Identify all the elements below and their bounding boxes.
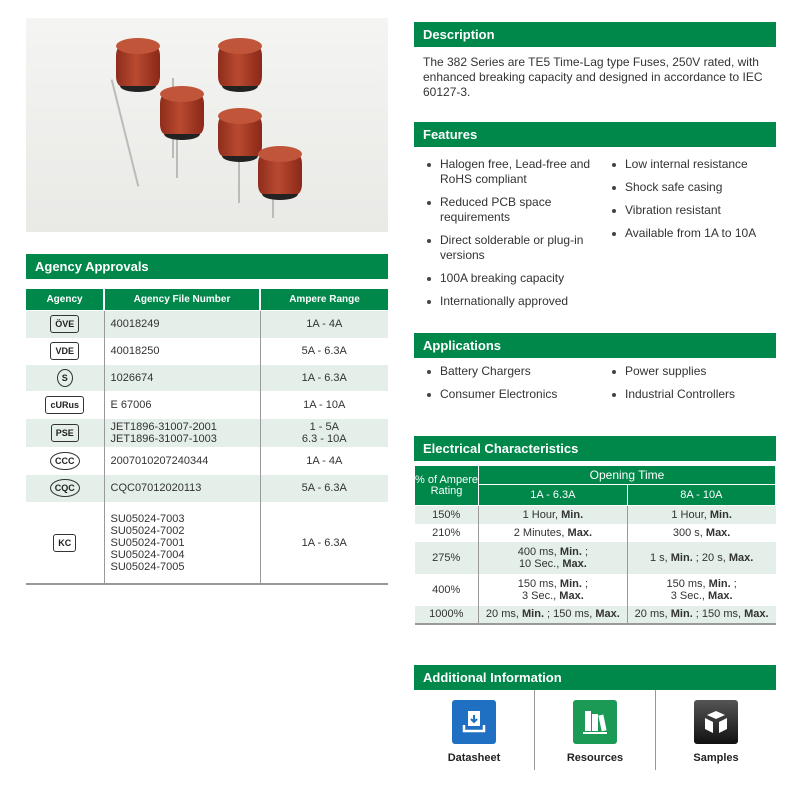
cqc-icon: [26, 474, 104, 502]
opening-time-cell: [479, 606, 628, 624]
opening-time-cell: [627, 606, 775, 624]
time-value: 1 s,: [649, 551, 671, 564]
agency-logo-text: ÖVE: [50, 315, 79, 333]
col-agency: Agency: [26, 289, 104, 310]
agency-table: [26, 289, 388, 585]
limit-label: Max.: [728, 551, 754, 564]
ampere-range-cell: [260, 310, 388, 338]
opening-time-line: [481, 578, 625, 590]
box-icon: [694, 700, 738, 744]
time-value: 2 Minutes,: [513, 526, 568, 539]
fuse-image: [116, 38, 160, 88]
file-number: SU05024-7002: [110, 524, 185, 537]
limit-label: Min.: [708, 577, 731, 590]
opening-time-cell: [479, 506, 628, 524]
rating-cell: 275%: [415, 542, 479, 574]
agency-logo-text: VDE: [50, 342, 79, 360]
agency-row: [26, 474, 388, 502]
features-header: Features: [414, 122, 776, 147]
time-value: ; 150 ms,: [692, 608, 745, 620]
opening-time-line: [630, 578, 774, 590]
ampere-range: 1 - 5A: [309, 420, 339, 433]
fuse-image: [218, 38, 262, 88]
semko-icon: [26, 364, 104, 391]
agency-row: [26, 338, 388, 364]
list-item: Available from 1A to 10A: [608, 226, 778, 241]
opening-time-cell: [627, 574, 775, 606]
file-number-cell: [104, 310, 260, 338]
agency-logo-text: PSE: [51, 424, 79, 442]
agency-row: [26, 310, 388, 338]
opening-time-line: [481, 546, 625, 558]
opening-time-line: [481, 509, 625, 521]
list-item: Battery Chargers: [423, 364, 593, 379]
limit-label: Min.: [670, 608, 693, 620]
time-value: ; 20 s,: [692, 551, 729, 564]
product-photo: [26, 18, 388, 232]
opening-time-line: [630, 527, 774, 539]
opening-time-cell: [479, 524, 628, 542]
time-value: ;: [581, 577, 589, 590]
time-value: 150 ms,: [517, 577, 560, 590]
opening-time-cell: [479, 542, 628, 574]
time-value: ;: [581, 545, 589, 558]
limit-label: Min.: [670, 551, 693, 564]
limit-label: Min.: [559, 545, 582, 558]
agency-logo-text: KC: [53, 534, 76, 552]
agency-row: [26, 391, 388, 418]
time-value: 3 Sec.,: [522, 589, 560, 602]
list-item: Halogen free, Lead-free and RoHS compliant: [423, 157, 593, 187]
file-number: JET1896-31007-2001: [110, 420, 217, 433]
ampere-range: 5A - 6.3A: [301, 345, 347, 357]
limit-label: Max.: [559, 589, 584, 602]
limit-label: Min.: [709, 508, 732, 521]
description-text: The 382 Series are TE5 Time-Lag type Fuses, 250V rated, with enhanced breaking capacity and designed in accordance to IEC 60127-3.: [423, 55, 763, 99]
time-value: 150 ms,: [666, 577, 709, 590]
file-number: CQC07012020113: [110, 482, 202, 494]
file-number: SU05024-7001: [110, 536, 185, 549]
col-opening-time: Opening Time: [479, 466, 776, 485]
cURus-icon: [26, 391, 104, 418]
list-item: Low internal resistance: [608, 157, 778, 172]
VDE-icon: [26, 338, 104, 364]
time-value: 3 Sec.,: [670, 589, 709, 602]
ccc-icon: [26, 447, 104, 474]
resources-link[interactable]: [535, 690, 656, 770]
limit-label: Min.: [561, 508, 584, 521]
list-item: 100A breaking capacity: [423, 271, 593, 286]
opening-time-line: [481, 527, 625, 539]
opening-time-cell: [627, 524, 775, 542]
file-number: 40018250: [110, 345, 160, 357]
datasheet-download-icon: [452, 700, 496, 744]
opening-time-cell: [627, 506, 775, 524]
additional-info-header: Additional Information: [414, 665, 776, 690]
opening-time-line: [630, 608, 774, 620]
file-number: 40018249: [110, 318, 160, 330]
rating-cell: 400%: [415, 574, 479, 606]
limit-label: Max.: [562, 557, 587, 570]
ampere-range: 1A - 4A: [306, 318, 343, 330]
col-ampere-range: Ampere Range: [260, 289, 388, 310]
rating-cell: 210%: [415, 524, 479, 542]
agency-logo-text: S: [57, 369, 73, 387]
ampere-range: 6.3 - 10A: [301, 432, 347, 445]
time-value: ;: [730, 577, 737, 590]
list-item: Consumer Electronics: [423, 387, 593, 402]
opening-time-cell: [627, 542, 775, 574]
opening-time-line: [481, 590, 625, 602]
file-number-cell: [104, 502, 260, 584]
file-number: JET1896-31007-1003: [110, 432, 217, 445]
fuse-image: [218, 108, 262, 158]
file-number: 2007010207240344: [110, 454, 209, 467]
rating-cell: 150%: [415, 506, 479, 524]
file-number: SU05024-7004: [110, 548, 185, 561]
time-value: 300 s,: [672, 526, 706, 539]
ampere-range: 1A - 10A: [303, 398, 346, 411]
ampere-range-cell: [260, 502, 388, 584]
time-value: 20 ms,: [634, 608, 671, 620]
ampere-range: 1A - 4A: [306, 454, 343, 467]
opening-time-cell: [479, 574, 628, 606]
samples-label: Samples: [693, 752, 739, 764]
ampere-range-cell: [260, 447, 388, 474]
ampere-range-cell: [260, 474, 388, 502]
opening-time-line: [630, 509, 774, 521]
list-item: Power supplies: [608, 364, 778, 379]
electrical-table: [414, 465, 776, 625]
electrical-row: [415, 524, 776, 542]
electrical-row: [415, 542, 776, 574]
list-item: Internationally approved: [423, 294, 593, 309]
pse-icon: [26, 418, 104, 447]
time-value: 10 Sec.,: [518, 557, 563, 570]
col-1a-6-3a: 1A - 6.3A: [479, 485, 628, 506]
books-icon: [573, 700, 617, 744]
file-number: SU05024-7005: [110, 560, 185, 573]
limit-label: Max.: [595, 608, 620, 620]
fuse-image: [160, 86, 204, 136]
electrical-row: [415, 606, 776, 624]
list-item: Direct solderable or plug-in versions: [423, 233, 593, 263]
fuse-image: [258, 146, 302, 196]
ampere-range-cell: [260, 364, 388, 391]
description-header: Description: [414, 22, 776, 47]
limit-label: Max.: [708, 589, 733, 602]
ampere-range-cell: [260, 391, 388, 418]
time-value: 1 Hour,: [522, 508, 562, 521]
ampere-range-cell: [260, 418, 388, 447]
col-file-number: Agency File Number: [104, 289, 260, 310]
limit-label: Min.: [559, 577, 582, 590]
rating-cell: 1000%: [415, 606, 479, 624]
file-number: SU05024-7003: [110, 512, 185, 525]
opening-time-line: [630, 590, 774, 602]
electrical-header: Electrical Characteristics: [414, 436, 776, 461]
ampere-range: 5A - 6.3A: [301, 482, 347, 494]
applications-header: Applications: [414, 333, 776, 358]
opening-time-line: [481, 558, 625, 570]
list-item: Reduced PCB space requirements: [423, 195, 593, 225]
agency-logo-text: CQC: [50, 479, 80, 497]
file-number: E 67006: [110, 398, 152, 411]
opening-time-line: [630, 552, 774, 564]
limit-label: Max.: [567, 526, 593, 539]
datasheet-label: Datasheet: [447, 752, 501, 764]
electrical-row: [415, 506, 776, 524]
time-value: 400 ms,: [517, 545, 560, 558]
electrical-row: [415, 574, 776, 606]
opening-time-line: [481, 608, 625, 620]
agency-row: [26, 364, 388, 391]
list-item: Vibration resistant: [608, 203, 778, 218]
kc-icon: [26, 502, 104, 584]
file-number-cell: [104, 418, 260, 447]
col-8a-10a: 8A - 10A: [627, 485, 775, 506]
limit-label: Max.: [705, 526, 731, 539]
datasheet-link[interactable]: [414, 690, 535, 770]
agency-row: [26, 447, 388, 474]
samples-link[interactable]: [656, 690, 776, 770]
list-item: Shock safe casing: [608, 180, 778, 195]
file-number-cell: [104, 447, 260, 474]
limit-label: Max.: [744, 608, 769, 620]
additional-info: [414, 690, 776, 770]
file-number-cell: [104, 391, 260, 418]
list-item: Industrial Controllers: [608, 387, 778, 402]
time-value: 1 Hour,: [671, 508, 710, 521]
file-number-cell: [104, 474, 260, 502]
col-rating: % of Ampere Rating: [415, 466, 479, 506]
agency-approvals-header: Agency Approvals: [26, 254, 388, 279]
ampere-range-cell: [260, 338, 388, 364]
ampere-range: 1A - 6.3A: [301, 371, 347, 384]
ampere-range: 1A - 6.3A: [301, 536, 347, 549]
agency-logo-text: CCC: [50, 452, 80, 470]
time-value: ; 150 ms,: [544, 608, 596, 620]
file-number: 1026674: [110, 371, 154, 384]
file-number-cell: [104, 338, 260, 364]
agency-logo-text: cURus: [45, 396, 84, 414]
VDE-triangle-icon: [26, 310, 104, 338]
agency-row: [26, 418, 388, 447]
limit-label: Min.: [522, 608, 544, 620]
time-value: 20 ms,: [485, 608, 522, 620]
agency-row: [26, 502, 388, 584]
file-number-cell: [104, 364, 260, 391]
resources-label: Resources: [566, 752, 624, 764]
